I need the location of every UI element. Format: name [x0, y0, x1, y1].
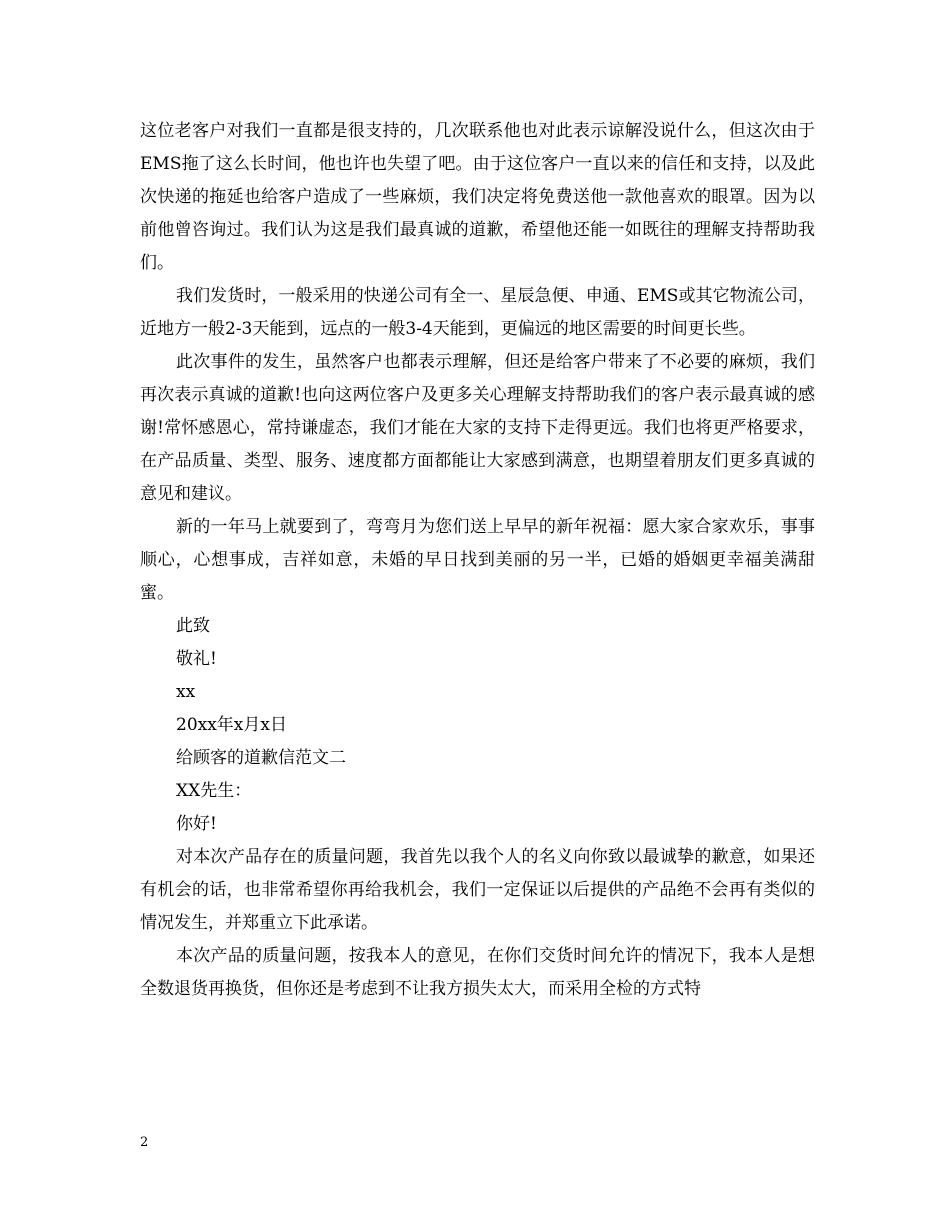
closing-line-2: 敬礼! — [176, 649, 217, 669]
paragraph-new-year-wishes: 新的一年马上就要到了，弯弯月为您们送上早早的新年祝福：愿大家合家欢乐，事事顺心，心想事成，吉祥如意，未婚的早日找到美丽的另一半，已婚的婚姻更幸福美满甜蜜。 — [140, 517, 815, 603]
section-title: 给顾客的道歉信范文二 — [176, 748, 346, 768]
paragraph-shipping: 我们发货时，一般采用的快递公司有全一、星辰急便、申通、EMS或其它物流公司，近地方一般2-3天能到，远点的一般3-4天能到，更偏远的地区需要的时间更长些。 — [140, 286, 815, 339]
paragraph-apology: 此次事件的发生，虽然客户也都表示理解，但还是给客户带来了不必要的麻烦，我们再次表示真诚的道歉!也向这两位客户及更多关心理解支持帮助我们的客户表示最真诚的感谢!常怀感恩心，常持谦虚态，我们才能在大家的支持下走得更远。我们也将更严格要求，在产品质量、类型、服务、速度都方面都能让大家感到满意，也期望着朋友们更多真诚的意见和建议。 — [140, 352, 815, 504]
greeting: 你好! — [176, 814, 217, 834]
page-number: 2 — [140, 1135, 149, 1150]
paragraph-quality-resolution: 本次产品的质量问题，按我本人的意见，在你们交货时间允许的情况下，我本人是想全数退货再换货，但你还是考虑到不让我方损失太大，而采用全检的方式特 — [140, 946, 815, 999]
letter-date: 20xx年x月x日 — [176, 715, 287, 735]
salutation: XX先生： — [176, 781, 252, 801]
closing-line-1: 此致 — [176, 616, 210, 636]
document-body — [140, 115, 815, 1006]
signature: xx — [176, 682, 196, 702]
paragraph-quality-apology: 对本次产品存在的质量问题，我首先以我个人的名义向你致以最诚挚的歉意，如果还有机会的话，也非常希望你再给我机会，我们一定保证以后提供的产品绝不会再有类似的情况发生，并郑重立下此承诺。 — [140, 847, 815, 933]
paragraph-continuation: 这位老客户对我们一直都是很支持的，几次联系他也对此表示谅解没说什么，但这次由于EMS拖了这么长时间，他也许也失望了吧。由于这位客户一直以来的信任和支持，以及此次快递的拖延也给客户造成了一些麻烦，我们决定将免费送他一款他喜欢的眼罩。因为以前他曾咨询过。我们认为这是我们最真诚的道歉，希望他还能一如既往的理解支持帮助我们。 — [140, 121, 815, 273]
